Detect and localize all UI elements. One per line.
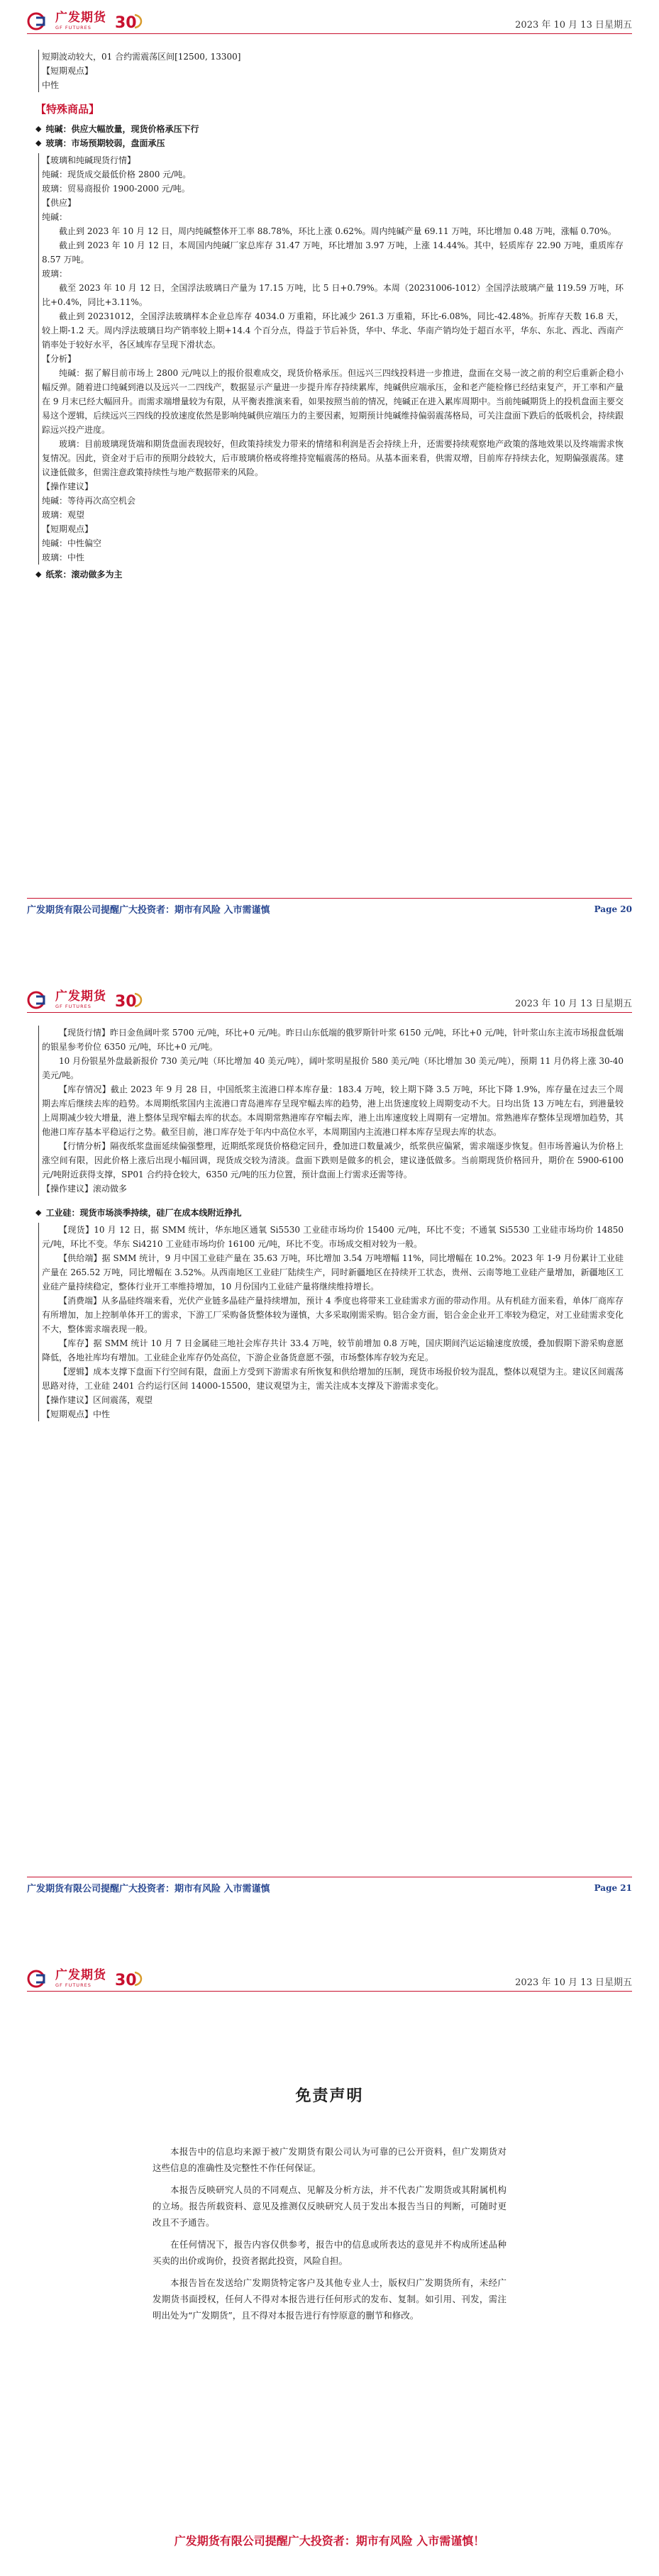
disclaimer-para: 本报告反映研究人员的不同观点、见解及分析方法，并不代表广发期货或其附属机构的立场。报告所载资料、意见及推测仅反映研究人员于发出本报告当日的判断，可随时更改且不予通告。: [153, 2184, 506, 2228]
pulp-para: 【行情分析】隔夜纸浆盘面延续偏强整理，近期纸浆现货价格稳定回升，叠加进口数量减少，纸浆供应偏紧，需求端逐步恢复。但市场普遍认为价格上涨空间有限，因此价格上涨后出现小幅回调，现货成交较为清淡。盘面下跌则是做多的机会，建议逢低做多。当前期现货价格回升，期价在 5900-6100 元/吨附近获得支撑，SP01 合约持仓较大，6350 元/吨的压力位置，预计盘面上行需求还需等待。: [42, 1141, 624, 1179]
section-title-special: 【特殊商品】: [35, 103, 100, 116]
soda-bullet: [35, 122, 624, 136]
gf-logo-icon: [27, 991, 51, 1009]
view-heading: 【短期观点】: [42, 524, 94, 534]
si-bullet-text: 工业硅：现货市场淡季持续，硅厂在成本线附近挣扎: [45, 1208, 242, 1218]
prev-section-tail: [38, 50, 624, 92]
pulp-ops: 【操作建议】滚动做多: [42, 1184, 128, 1194]
prev-line: 中性: [42, 80, 60, 90]
si-para: 【逻辑】成本支撑下盘面下行空间有限，盘面上方受到下游需求有所恢复和供给增加的压制，现货市场报价较为混乱，整体以观望为主。建议区间震荡思路对待，工业硅 2401 合约运行区间 14000-15500，建议观望为主，需关注成本支撑及下游需求变化。: [42, 1367, 624, 1391]
page-footer: [27, 898, 632, 916]
glass-para: 截止到 20231012，全国浮法玻璃样本企业总库存 4034.0 万重箱，环比减少 261.3 万重箱，环比-6.08%，同比-42.48%。折库存天数 16.8 天，较上期-1.2 天。周内浮法玻璃日均产销率较上期+14.4 个百分点，得益于节后补货，华中、华北、华南产销均处于超百水平，华东、东北、西北、西南产销率处于较好水平，各区域库存呈现下滑状态。: [42, 311, 624, 350]
spot-heading: 【玻璃和纯碱现货行情】: [42, 155, 136, 165]
glass-soda-body: [38, 153, 624, 565]
gf-logo-icon: [27, 1970, 51, 1988]
pulp-bullet-text: 纸浆：滚动做多为主: [45, 570, 123, 579]
diamond-bullet-icon: ◆: [35, 1208, 42, 1217]
view-line: 纯碱：中性偏空: [42, 538, 102, 548]
page-header: [27, 6, 632, 34]
pulp-body: [38, 1026, 624, 1196]
brand-name-en: GF FUTURES: [55, 1982, 92, 1989]
si-bullet: [35, 1206, 624, 1220]
si-ops: 【操作建议】区间震荡，观望: [42, 1395, 153, 1405]
pulp-para: 【库存情况】截止 2023 年 9 月 28 日，中国纸浆主流港口样本库存量：183.4 万吨，较上期下降 3.5 万吨，环比下降 1.9%，库存量在过去三个周期去库后继续去库的趋势。本周期纸浆国内主流港口青岛港库存呈现窄幅去库的趋势，港上出货速度较上周期变动不大。日均出货 13 万吨左右，到港量较上周期减少较大增量，港上整体呈现窄幅去库的状态。本周期常熟港库存窄幅去库，港上出库速度较上周期有一定增加。常熟港库存整体呈现增加趋势，其他港口库存基本平稳运行之势。截至目前，港口库存处于年内中高位水平，本周期国内主流港口样本库存呈现去库的状态。: [42, 1084, 624, 1137]
prev-line: 【短期观点】: [42, 66, 94, 76]
supply-sub-soda: 纯碱：: [42, 212, 68, 222]
page-header: [27, 984, 632, 1013]
disclaimer-para: 本报告中的信息均来源于被广发期货有限公司认为可靠的已公开资料，但广发期货对这些信息的准确性及完整性不作任何保证。: [153, 2146, 506, 2173]
disclaimer-footer-notice: 广发期货有限公司提醒广大投资者：期市有风险 入市需谨慎！: [174, 2534, 485, 2548]
prev-line: 短期波动较大，01 合约需震荡区间[12500, 13300]: [42, 52, 241, 62]
pulp-para: 【现货行情】昨日金鱼阔叶浆 5700 元/吨，环比+0 元/吨。昨日山东低端的俄罗斯针叶浆 6150 元/吨，环比+0 元/吨，针叶浆山东主流市场报盘低端的银星参考价位 6350 元/吨，环比+0 元/吨。: [42, 1028, 624, 1052]
analysis-para: 玻璃：目前玻璃现货端和期货盘面表现较好，但政策持续发力带来的情绪和利润是否会持续上升，还需要持续观察地产政策的落地效果以及终端需求恢复情况。因此，资金对于后市的预期分歧较大，后市玻璃价格或将维持宽幅震荡的格局。从基本面来看，供需双增，目前库存持续去化，短期偏强震荡。建议逢低做多，但需注意政策持续性与地产数据带来的风险。: [42, 439, 624, 477]
si-view: 【短期观点】中性: [42, 1409, 111, 1419]
si-para: 【供给端】据 SMM 统计，9 月中国工业硅产量在 35.63 万吨，环比增加 3.54 万吨增幅 11%，同比增幅在 10.2%。2023 年 1-9 月份累计工业硅产量在 265.52 万吨，同比增幅在 3.52%。从西南地区工业硅厂陆续生产，同时新疆地区在持续开工状态，贵州、云南等地工业硅产量增加，新疆地区工业硅产量持续稳定，整体行业开工率维持增加，10 月份国内工业硅产量将继续维持增长。: [42, 1253, 624, 1292]
disclaimer-para: 在任何情况下，报告内容仅供参考，报告中的信息或所表达的意见并不构成所述品种买卖的出价或询价，投资者据此投资，风险自担。: [153, 2239, 506, 2266]
brand-name-cn: 广发期货: [55, 989, 106, 1004]
si-para: 【现货】10 月 12 日，据 SMM 统计，华东地区通氧 Si5530 工业硅市场均价 15400 元/吨，环比不变；不通氧 Si5530 工业硅市场均价 14850 元/吨，环比不变。华东 Si4210 工业硅市场均价 16100 元/吨，环比不变。市场成交相对较为一般。: [42, 1225, 624, 1249]
glass-para: 截至 2023 年 10 月 12 日，全国浮法玻璃日产量为 17.15 万吨，比 5 日+0.79%。本周（20231006-1012）全国浮法玻璃产量 119.59 万吨，环比+0.4%，同比+3.11%。: [42, 283, 624, 307]
brand-name-cn: 广发期货: [55, 11, 106, 26]
brand-name-en: GF FUTURES: [55, 1004, 92, 1010]
anniversary-label: 30: [115, 14, 137, 30]
si-para: 【消费端】从多晶硅终端来看，光伏产业链多晶硅产量持续增加，预计 4 季度也将带来工业硅需求方面的带动作用。从有机硅方面来看，单体厂商库存有所增加，加上控制单体开工的需求，下游工厂采购备货整体较为谨慎，大多采取刚需采购。铝合金方面，铝合金企业开工率较为稳定，对工业硅需求变化不大，整体需求端表现一般。: [42, 1296, 624, 1334]
brand-name-en: GF FUTURES: [55, 25, 92, 31]
analysis-para: 纯碱：据了解目前市场上 2800 元/吨以上的报价很难成交，现货价格承压。但远兴三四线投料进一步推进，盘面在交易一波之前的利空后重新企稳小幅反弹。随着进口纯碱到港以及远兴一二四线产，数据显示产量进一步提升库存持续累库，纯碱供应端承压，金和老产能检修已经结束复产，开工率和产量在 9 月末已经大幅回升。而需求端增量较为有限，从平衡表推演来看，如果按照当前的情况，纯碱正在进入累库周期中。当前纯碱期货上的投机盘面主要交易这个逻辑，后续远兴三四线的投放速度依然是影响纯碱供应端压力的主要因素，短期预计纯碱维持偏弱震荡格局，可关注盘面下跌后的低吸机会，持续跟踪远兴投产进度。: [42, 368, 624, 435]
gf-logo-icon: [27, 12, 51, 30]
brand-name-cn: 广发期货: [55, 1968, 106, 1983]
header-date: 2023 年 10 月 13 日星期五: [515, 999, 632, 1009]
diamond-bullet-icon: ◆: [35, 570, 42, 579]
ops-line: 纯碱：等待再次高空机会: [42, 496, 136, 506]
anniversary-label: 30: [115, 993, 137, 1009]
page-footer: [27, 1877, 632, 1895]
disclaimer-para: 本报告旨在发送给广发期货特定客户及其他专业人士，版权归广发期货所有，未经广发期货书面授权，任何人不得对本报告进行任何形式的发布、复制。如引用、刊发，需注明出处为“广发期货”，且不得对本报告进行有悖原意的删节和修改。: [153, 2277, 506, 2321]
disclaimer-title: 免责声明: [295, 2087, 364, 2105]
view-line: 玻璃：中性: [42, 553, 85, 562]
ops-line: 玻璃：观望: [42, 510, 85, 520]
si-body: [38, 1223, 624, 1421]
supply-sub-glass: 玻璃：: [42, 269, 68, 279]
analysis-heading: 【分析】: [42, 354, 77, 364]
soda-bullet-text: 纯碱：供应大幅放量，现货价格承压下行: [45, 124, 199, 134]
disclaimer-body: [153, 2143, 506, 2329]
page21-content: [35, 1026, 624, 1421]
header-date: 2023 年 10 月 13 日星期五: [515, 20, 632, 30]
anniversary-label: 30: [115, 1972, 137, 1988]
anniversary-30-icon: [113, 1970, 145, 1988]
spot-line: 纯碱：现货成交最低价格 2800 元/吨。: [42, 170, 192, 179]
diamond-bullet-icon: ◆: [35, 138, 42, 148]
page20-content: [35, 50, 624, 582]
brand-logo: [27, 12, 145, 30]
brand-logo: [27, 991, 145, 1009]
footer-risk-text: 广发期货有限公司提醒广大投资者：期市有风险 入市需谨慎: [27, 905, 270, 916]
anniversary-30-icon: [113, 991, 145, 1009]
spot-line: 玻璃：贸易商报价 1900-2000 元/吨。: [42, 184, 190, 194]
supply-para: 截止到 2023 年 10 月 12 日，本周国内纯碱厂家总库存 31.47 万吨，环比增加 3.97 万吨，上涨 14.44%。其中，轻质库存 22.90 万吨，重质库存 8.57 万吨。: [42, 240, 624, 265]
glass-bullet: [35, 136, 624, 150]
diamond-bullet-icon: ◆: [35, 124, 42, 133]
page-number: Page 20: [594, 904, 632, 914]
page-header: [27, 1963, 632, 1992]
pulp-bullet: [35, 567, 624, 582]
brand-logo: [27, 1970, 145, 1988]
page-20: [0, 0, 659, 922]
page-22: [0, 1958, 659, 2576]
supply-heading: 【供应】: [42, 198, 77, 208]
glass-bullet-text: 玻璃：市场预期较弱，盘面承压: [45, 138, 165, 148]
footer-risk-text: 广发期货有限公司提醒广大投资者：期市有风险 入市需谨慎: [27, 1884, 270, 1894]
ops-heading: 【操作建议】: [42, 482, 94, 492]
header-date: 2023 年 10 月 13 日星期五: [515, 1977, 632, 1988]
anniversary-30-icon: [113, 12, 145, 30]
page-21: [0, 979, 659, 1901]
si-para: 【库存】据 SMM 统计 10 月 7 日金属硅三地社会库存共计 33.4 万吨，较节前增加 0.8 万吨，国庆期间汽运运输速度放缓，叠加假期下游采购意愿降低，各地社库均有增加。工业硅企业库存仍处高位，下游企业备货意愿不强，市场整体库存较为充足。: [42, 1338, 624, 1362]
supply-para: 截止到 2023 年 10 月 12 日，周内纯碱整体开工率 88.78%，环比上涨 0.62%。周内纯碱产量 69.11 万吨，环比增加 0.48 万吨，涨幅 0.70%。: [59, 226, 616, 236]
page-number: Page 21: [594, 1882, 632, 1893]
pulp-para: 10 月份银星外盘最新报价 730 美元/吨（环比增加 40 美元/吨），阔叶浆明星报价 580 美元/吨（环比增加 30 美元/吨），预期 11 月仍将上涨 30-40 美元/吨。: [42, 1056, 624, 1080]
